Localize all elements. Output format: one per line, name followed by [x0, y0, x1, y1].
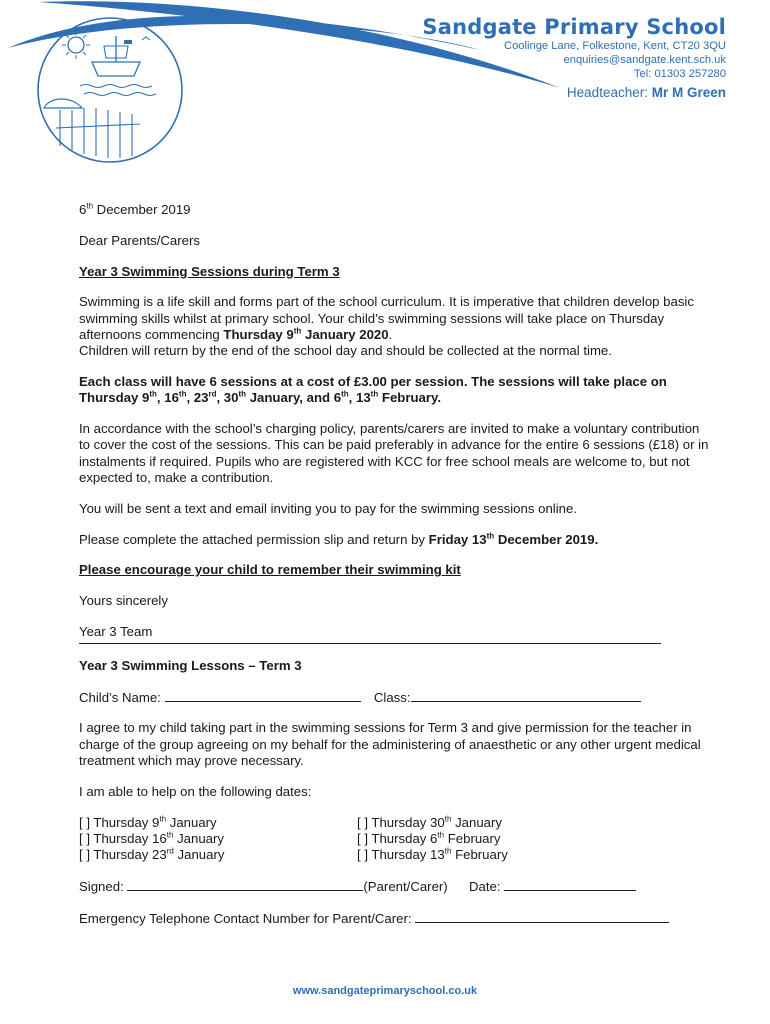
parent-carer-label: (Parent/Carer): [363, 879, 448, 895]
date-field[interactable]: [504, 878, 636, 891]
signoff: Yours sincerely: [79, 593, 168, 609]
cut-line-divider: [79, 643, 661, 644]
headteacher-label: Headteacher:: [566, 85, 652, 100]
school-tel: Tel: 01303 257280: [633, 68, 726, 80]
help-dates: [79, 815, 709, 864]
school-letterhead: [422, 15, 726, 100]
school-logo: [38, 18, 182, 162]
greeting: Dear Parents/Carers: [79, 232, 200, 248]
paragraph-sessions: Each class will have 6 sessions at a cost of £3.00 per session. The sessions will take place on Thursday 9th, 16th, 23rd, 30th January, and 6th, 13th February.: [79, 374, 667, 406]
date-option[interactable]: [ ] Thursday 23rd January: [79, 846, 225, 863]
kit-reminder: Please encourage your child to remember their swimming kit: [79, 562, 461, 578]
signature-field[interactable]: [127, 878, 363, 891]
emergency-label: Emergency Telephone Contact Number for Parent/Carer:: [79, 910, 416, 926]
signed-label: Signed:: [79, 879, 128, 895]
letter-body: [79, 202, 709, 942]
headteacher: [422, 85, 726, 100]
date-label: Date:: [469, 879, 505, 895]
consent-statement: I agree to my child taking part in the swimming sessions for Term 3 and give permission for the teacher in charge of the group agreeing on my behalf for the administering of anaesthetic or any other urgent medical treatment which may prove necessary.: [79, 720, 701, 769]
slip-title: Year 3 Swimming Lessons – Term 3: [79, 657, 302, 673]
help-dates-right: [357, 815, 508, 864]
date-option[interactable]: [ ] Thursday 6th February: [357, 830, 501, 846]
date-option[interactable]: [ ] Thursday 16th January: [79, 830, 224, 846]
paragraph-payment: You will be sent a text and email inviting you to pay for the swimming sessions online.: [79, 500, 577, 516]
school-email[interactable]: enquiries@sandgate.kent.sch.uk: [563, 54, 726, 66]
child-name-field[interactable]: [165, 689, 361, 702]
headteacher-name: Mr M Green: [651, 85, 726, 100]
school-address: Coolinge Lane, Folkestone, Kent, CT20 3QU: [503, 40, 726, 52]
child-class-row: [79, 689, 709, 706]
paragraph-charging: In accordance with the school’s charging policy, parents/carers are invited to make a voluntary contribution to cover the cost of the sessions. This can be paid preferably in advance for the entire 6 sessions (£18) or in instalments if required. Pupils who are registered with KCC for free school meals are welcome to, but not expected to, make a contribution.: [79, 421, 709, 486]
child-name-label: Child’s Name:: [79, 689, 165, 705]
paragraph-intro: Swimming is a life skill and forms part of the school curriculum. It is imperative that children develop basic swimming skills whilst at primary school. Your child’s swimming sessions will take place on Thursday afternoons commencing Thursday 9th January 2020. Children will return by the end of the school day and should be collected at the normal time.: [79, 294, 694, 359]
class-field[interactable]: [411, 689, 641, 702]
school-name: Sandgate Primary School: [422, 15, 726, 39]
class-label: Class:: [373, 689, 411, 705]
emergency-phone-field[interactable]: [415, 910, 669, 923]
date-option[interactable]: [ ] Thursday 13th February: [357, 846, 508, 863]
letter-date: 6th December 2019: [79, 201, 191, 217]
date-option[interactable]: [ ] Thursday 30th January: [357, 814, 502, 830]
help-dates-left: [79, 815, 357, 864]
footer-website[interactable]: www.sandgateprimaryschool.co.uk: [292, 985, 478, 997]
signature-team: Year 3 Team: [79, 624, 153, 640]
help-intro: I am able to help on the following dates:: [79, 783, 312, 799]
emergency-row: [79, 910, 709, 927]
date-option[interactable]: [ ] Thursday 9th January: [79, 814, 217, 830]
signature-row: [79, 878, 709, 895]
letter-title: Year 3 Swimming Sessions during Term 3: [79, 263, 340, 279]
paragraph-return: Please complete the attached permission slip and return by Friday 13th December 2019.: [79, 531, 599, 547]
